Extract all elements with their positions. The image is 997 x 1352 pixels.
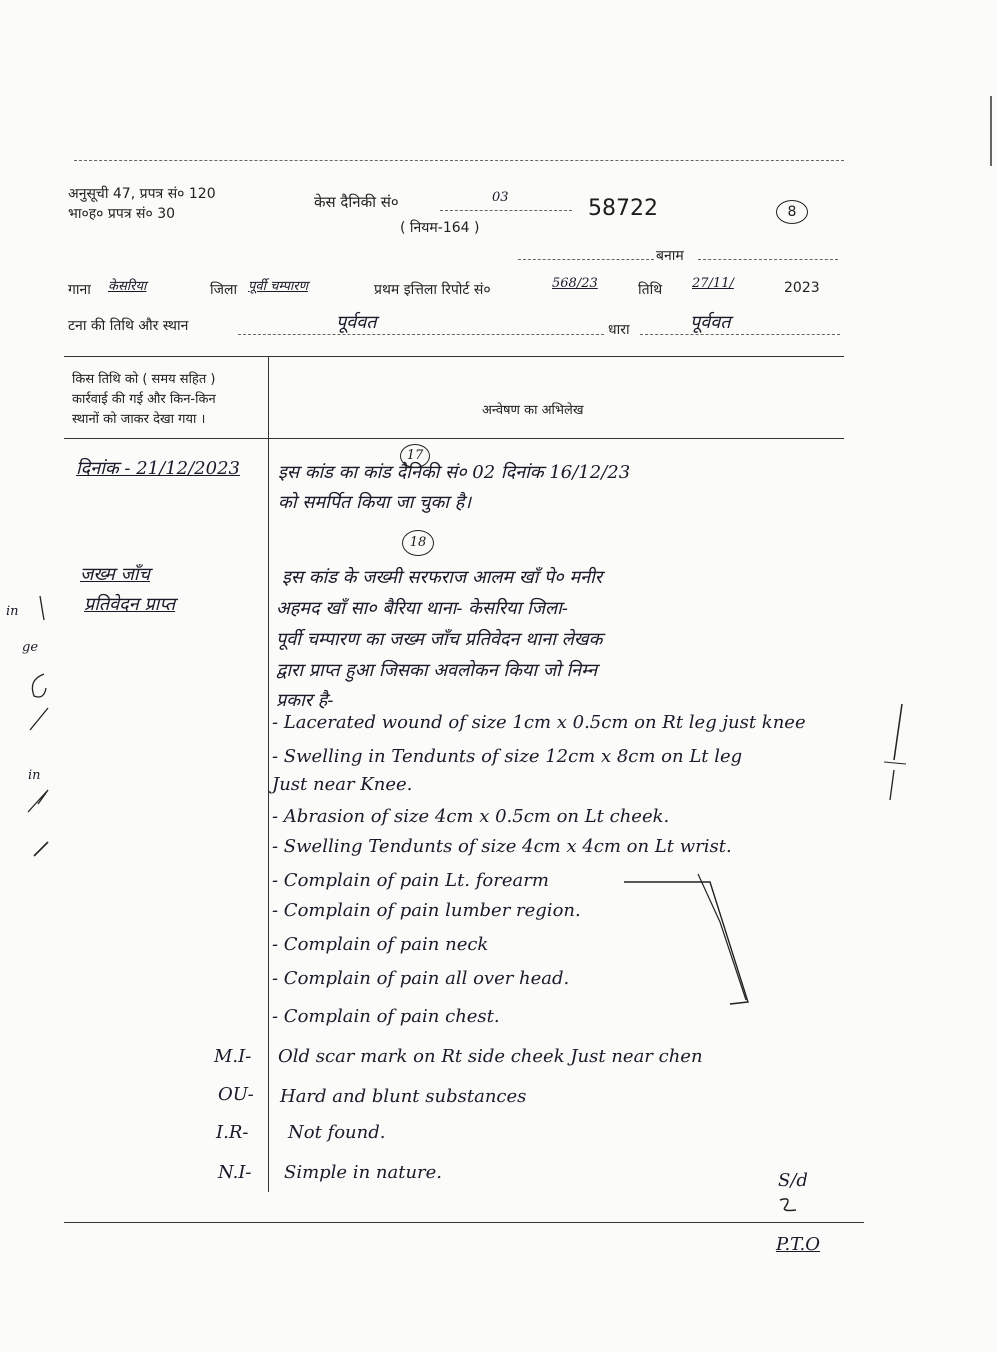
thana-value: केसरिया (108, 279, 147, 294)
entry-18-intro-4: द्वारा प्राप्त हुआ जिसका अवलोकन किया जो निम्न (276, 660, 598, 681)
injury-item: - Lacerated wound of size 1cm x 0.5cm on Rt leg just knee (272, 712, 806, 733)
column1-header-line: किस तिथि को ( समय सहित ) (72, 372, 216, 387)
rule-label: ( नियम-164 ) (400, 220, 480, 236)
page-number: 8 (776, 200, 808, 224)
finding-text: Old scar mark on Rt side cheek Just near chen (278, 1046, 703, 1067)
signature-initial (776, 1196, 800, 1216)
section-label: धारा (608, 322, 630, 338)
entry-18-label-line-2: प्रतिवेदन प्राप्त (84, 594, 176, 615)
fir-date: 27/11/ (692, 276, 734, 291)
table-header-rule (64, 438, 844, 439)
finding-code: OU- (218, 1084, 254, 1105)
column1-header-line: कार्रवाई की गई और किन-किन (72, 392, 216, 407)
table-bottom-rule (64, 1222, 864, 1223)
injury-item: - Swelling in Tendunts of size 12cm x 8cm on Lt leg (272, 746, 743, 767)
case-diary-dots (440, 210, 572, 211)
incident-value: पूर्ववत (336, 312, 377, 333)
case-diary-number: 03 (492, 190, 509, 205)
margin-tick-marks (880, 700, 910, 840)
margin-scribbles (20, 590, 60, 870)
injury-item: - Complain of pain all over head. (272, 968, 570, 989)
fir-year: 2023 (784, 280, 820, 296)
entry-18-intro-1: इस कांड के जख्मी सरफराज आलम खाँ पे० मनीर (282, 567, 603, 588)
finding-code: I.R- (216, 1122, 249, 1143)
entry-18-intro-2: अहमद खाँ सा० बैरिया थाना- केसरिया जिला- (276, 598, 568, 619)
versus-dots-right (698, 259, 838, 260)
entry-17-line-2: को समर्पित किया जा चुका है। (278, 492, 472, 513)
margin-note: in (28, 768, 41, 783)
finding-code: M.I- (214, 1046, 252, 1067)
entry-18-intro-5: प्रकार है- (276, 690, 334, 711)
versus-dots-left (518, 259, 654, 260)
case-diary-label: केस दैनिकी सं० (314, 193, 399, 211)
serial-number: 58722 (588, 196, 658, 221)
table-column-divider (268, 356, 269, 1192)
margin-note: ge (22, 640, 39, 655)
injury-item: - Complain of pain Lt. forearm (272, 870, 549, 891)
entry-18-label-line-1: जख्म जाँच (80, 564, 150, 585)
margin-note: in (6, 604, 19, 619)
pto-footer: P.T.O (776, 1234, 821, 1255)
table-top-rule (64, 356, 844, 357)
entry-18-number: 18 (402, 530, 434, 556)
injury-item: - Complain of pain neck (272, 934, 489, 955)
incident-label: टना की तिथि और स्थान (68, 318, 189, 334)
fir-date-label: तिथि (638, 282, 663, 298)
column1-header (72, 370, 216, 430)
thana-label: गाना (68, 282, 91, 298)
district-value: पूर्वी चम्पारण (248, 279, 308, 294)
column2-header: अन्वेषण का अभिलेख (482, 403, 584, 418)
injury-item: - Swelling Tendunts of size 4cm x 4cm on Lt wrist. (272, 836, 732, 857)
schedule-line: अनुसूची 47, प्रपत्र सं० 120 (68, 186, 216, 202)
signature: S/d (778, 1170, 808, 1191)
fir-number: 568/23 (552, 276, 598, 291)
entry-17-line-1: इस कांड का कांड दैनिकी सं० 02 दिनांक 16/12/23 (278, 462, 631, 483)
injury-item: - Complain of pain lumber region. (272, 900, 581, 921)
section-dots (640, 334, 840, 335)
injury-item: - Complain of pain chest. (272, 1006, 500, 1027)
entry-17-date: दिनांक - 21/12/2023 (76, 458, 240, 479)
versus-label: बनाम (656, 248, 684, 264)
finding-text: Simple in nature. (284, 1162, 443, 1183)
finding-text: Not found. (288, 1122, 386, 1143)
entry-18-intro-3: पूर्वी चम्पारण का जख्म जाँच प्रतिवेदन थाना लेखक (276, 629, 603, 650)
injury-item: Just near Knee. (272, 774, 413, 795)
entry-17-number: 17 (400, 444, 430, 468)
injury-item: - Abrasion of size 4cm x 0.5cm on Lt cheek. (272, 806, 670, 827)
fir-label: प्रथम इत्तिला रिपोर्ट सं० (374, 282, 491, 298)
column1-header-line: स्थानों को जाकर देखा गया । (72, 412, 206, 427)
incident-dots (238, 334, 604, 335)
top-border-line (74, 160, 844, 161)
complaint-bracket (620, 872, 760, 1006)
form-line: भा०ह० प्रपत्र सं० 30 (68, 206, 176, 222)
finding-code: N.I- (218, 1162, 252, 1183)
page-edge (990, 96, 992, 166)
district-label: जिला (210, 282, 238, 298)
finding-text: Hard and blunt substances (280, 1086, 527, 1107)
section-value: पूर्ववत (690, 312, 731, 333)
